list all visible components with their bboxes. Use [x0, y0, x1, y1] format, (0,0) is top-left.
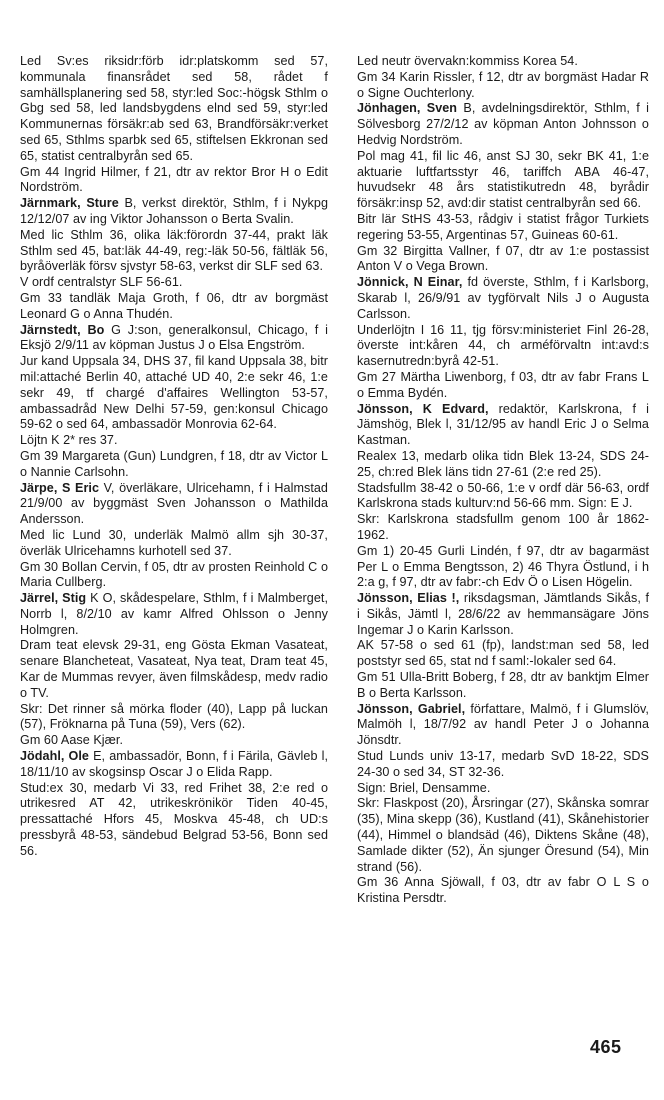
biography-paragraph — [357, 638, 649, 670]
entry-name: Jönsson, K Edvard, — [357, 401, 489, 416]
entry-text: författare, Malmö, f i Glumslöv, Malmöh l, 18/7/92 av handl Peter J o Johanna Jönsdtr. — [357, 701, 649, 748]
biography-paragraph — [20, 275, 328, 291]
entry-text: Gm 30 Bollan Cervin, f 05, dtr av prosten Reinhold C o Maria Cullberg. — [20, 559, 328, 590]
entry-text: V, överläkare, Ulricehamn, f i Halmstad 21/9/00 av byggmäst Sven Johansson o Mathilda Andersson. — [20, 480, 328, 527]
entry-text: Led neutr övervakn:kommiss Korea 54. — [357, 54, 578, 68]
biography-paragraph — [357, 149, 649, 212]
entry-text: Gm 51 Ulla-Britt Boberg, f 28, dtr av banktjm Elmer B o Berta Karlsson. — [357, 670, 649, 700]
biography-paragraph — [357, 796, 649, 875]
biography-paragraph — [357, 244, 649, 276]
entry-text: Gm 34 Karin Rissler, f 12, dtr av borgmäst Hadar R o Signe Ouchterlony. — [357, 69, 649, 100]
entry-name: Jönnick, N Einar, — [357, 275, 463, 290]
entry-text: Skr: Det rinner så mörka floder (40), Lapp på luckan (57), Fröknarna på Tuna (59), Vers (62). — [20, 701, 328, 732]
entry-name: Järrel, Stig — [20, 591, 87, 606]
biography-paragraph — [357, 512, 649, 544]
entry-text: AK 57-58 o sed 61 (fp), landst:man sed 58, led poststyr sed 65, stat nd f saml:-lokaler sed 64. — [357, 638, 649, 669]
entry-text: fd överste, Sthlm, f i Karlsborg, Skarab l, 26/9/91 av tygförvalt Nils J o Augusta Carlsson. — [357, 275, 649, 321]
biography-entry — [20, 591, 328, 638]
entry-text: Gm 44 Ingrid Hilmer, f 21, dtr av rektor Bror H o Edit Nordström. — [20, 164, 328, 195]
entry-text: Sign: Briel, Densamme. — [357, 780, 491, 795]
biography-paragraph — [357, 481, 649, 513]
entry-text: Gm 1) 20-45 Gurli Lindén, f 97, dtr av bagarmäst Per L o Emma Bengtsson, 2) 46 Thyra Östlund, i h 2:a g, f 97, dtr av fabr:-ch Edv Ö o Lisen Högelin. — [357, 543, 649, 590]
entry-text: B, verkst direktör, Sthlm, f i Nykpg 12/12/07 av ing Viktor Johansson o Berta Svalin. — [20, 196, 328, 226]
biography-entry — [20, 481, 328, 528]
entry-text: Pol mag 41, fil lic 46, anst SJ 30, sekr BK 41, 1:e aktuarie luftfartsstyr 46, tariffch ABA 46-47, huvudsekr 48 års statistikutredn 48, byrådir försäkr:insp 52, avd:dir statist centralbyrån sed 66. — [357, 148, 649, 211]
entry-text: Med lic Lund 30, underläk Malmö allm sjh 30-37, överläk Ulricehamns kurhotell sed 37. — [20, 527, 328, 558]
entry-text: Löjtn K 2* res 37. — [20, 433, 118, 448]
biography-paragraph — [20, 54, 328, 165]
entry-name: Jönhagen, Sven — [357, 101, 458, 116]
entry-text: V ordf centralstyr SLF 56-61. — [20, 275, 183, 290]
biography-paragraph — [20, 781, 328, 860]
entry-text: Bitr lär StHS 43-53, rådgiv i statist frågor Turkiets regering 53-55, Argentinas 57, Guineas 60-61. — [357, 211, 649, 242]
biography-paragraph — [357, 70, 649, 102]
biography-paragraph — [20, 291, 328, 323]
entry-text: Med lic Sthlm 36, olika läk:förordn 37-44, prakt läk Sthlm sed 45, bat:läk 44-49, reg:-läk 50-56, fältläk 56, byråöverläk försv sjvstyr 58-63, verkst dir SLF sed 63. — [20, 227, 328, 274]
entry-text: Stud Lunds univ 13-17, medarb SvD 18-22, SDS 24-30 o sed 34, ST 32-36. — [357, 749, 649, 779]
biography-paragraph — [20, 528, 328, 560]
biography-entry — [20, 196, 328, 228]
entry-text: Gm 27 Märtha Liwenborg, f 03, dtr av fabr Frans L o Emma Bydén. — [357, 369, 649, 400]
biography-paragraph — [357, 54, 649, 70]
entry-text: Gm 60 Aase Kjær. — [20, 733, 123, 748]
entry-text: Gm 39 Margareta (Gun) Lundgren, f 18, dtr av Victor L o Nannie Carlsohn. — [20, 448, 328, 479]
entry-text: G J:son, generalkonsul, Chicago, f i Eksjö 2/9/11 av köpman Justus J o Elsa Engström. — [20, 322, 328, 353]
biography-paragraph — [357, 212, 649, 244]
biography-paragraph — [20, 433, 328, 449]
biography-paragraph — [20, 733, 328, 749]
entry-text: Dram teat elevsk 29-31, eng Gösta Ekman Vasateat, senare Blancheteat, Vasateat, Nya teat, Dram teat 45, Kar de Mummas revyer, även filmskådesp, medv radio o TV. — [20, 638, 328, 700]
left-column — [20, 54, 328, 860]
biography-paragraph — [20, 449, 328, 481]
entry-name: Järnstedt, Bo — [20, 322, 105, 337]
entry-text: Realex 13, medarb olika tidn Blek 13-24, SDS 24-25, ch:red Blek läns tidn 27-61 (2:e red 25). — [357, 448, 649, 479]
biography-paragraph — [357, 323, 649, 370]
biography-paragraph — [20, 702, 328, 734]
page-number: 465 — [590, 1037, 622, 1057]
biography-paragraph — [357, 749, 649, 781]
biography-paragraph — [20, 354, 328, 433]
biography-paragraph — [357, 370, 649, 402]
biography-entry — [357, 275, 649, 322]
entry-text: Skr: Karlskrona stadsfullm genom 100 år 1862-1962. — [357, 512, 649, 542]
biography-paragraph — [357, 670, 649, 702]
entry-text: K O, skådespelare, Sthlm, f i Malmberget, Norrb l, 8/2/10 av kamr Alfred Ohlsson o Jenny Holmgren. — [20, 591, 328, 637]
entry-text: Stadsfullm 38-42 o 50-66, 1:e v ordf där 56-63, ordf Karlskrona stads kulturv:nd 56-66 mm. Sign: E J. — [357, 480, 649, 511]
biography-paragraph — [357, 449, 649, 481]
right-column — [357, 54, 649, 907]
entry-name: Järpe, S Eric — [20, 480, 100, 495]
entry-name: Jödahl, Ole — [20, 749, 89, 764]
entry-text: Gm 33 tandläk Maja Groth, f 06, dtr av borgmäst Leonard G o Anna Thudén. — [20, 290, 328, 321]
biography-entry — [357, 702, 649, 749]
biography-paragraph — [20, 165, 328, 197]
biography-entry — [357, 591, 649, 638]
entry-name: Jönsson, Gabriel, — [357, 701, 466, 716]
biography-entry — [357, 101, 649, 148]
biography-paragraph — [357, 875, 649, 907]
biography-entry — [357, 402, 649, 449]
entry-text: Underlöjtn I 16 11, tjg försv:ministeriet Finl 26-28, överste int:kåren 44, ch arméförvaltn int:avd:s kasernutredn:byrå 42-51. — [357, 322, 649, 369]
entry-text: E, ambassadör, Bonn, f i Färila, Gävleb l, 18/11/10 av skogsinsp Oscar J o Elida Rapp. — [20, 749, 329, 779]
entry-text: Jur kand Uppsala 34, DHS 37, fil kand Uppsala 38, bitr mil:attaché Berlin 40, attaché UD 40, 2:e sekr 46, 1:e sekr 49, tf chargé d'affaires Wellington 53-57, ambassadråd New Delhi 57-59, gen:konsul Chicago 59-62 o sed 64, ambassadör Monrovia 62-64. — [20, 354, 328, 432]
biography-paragraph — [20, 638, 328, 701]
entry-text: riksdagsman, Jämtlands Sikås, f i Sikås, Jämtl l, 28/6/22 av hemmansägare Jöns Ingemar J o Karin Karlsson. — [357, 591, 649, 637]
biography-entry — [20, 323, 328, 355]
entry-text: Gm 32 Birgitta Vallner, f 07, dtr av 1:e postassist Anton V o Vega Brown. — [357, 243, 649, 274]
biography-paragraph — [357, 544, 649, 591]
biography-paragraph — [20, 228, 328, 275]
entry-text: B, avdelningsdirektör, Sthlm, f i Sölvesborg 27/2/12 av köpman Anton Johnsson o Hedvig Nordström. — [357, 101, 649, 147]
entry-text: Skr: Flaskpost (20), Årsringar (27), Skånska somrar (35), Mina skepp (36), Kustland (41), Skånehistorier (44), Himmel o blandsäd (46), Diktens Skåne (48), Samlade dikter (52), Än sjunger Öresund (54), Min strand (56). — [357, 796, 649, 874]
entry-name: Järnmark, Sture — [20, 196, 119, 211]
biography-paragraph — [20, 560, 328, 592]
entry-text: Gm 36 Anna Sjöwall, f 03, dtr av fabr O L S o Kristina Persdtr. — [357, 875, 649, 906]
entry-text: Stud:ex 30, medarb Vi 33, red Frihet 38, 2:e red o utrikesred AT 42, utrikeskrönikör Tiden 40-45, pressattaché Hfors 45, Moskva 45-48, ch UD:s pressbyrå 48-53, sändebud Belgrad 53-56, Bonn sed 56. — [20, 780, 328, 858]
biography-paragraph — [357, 781, 649, 797]
entry-name: Jönsson, Elias !, — [357, 591, 460, 606]
biography-entry — [20, 749, 328, 781]
entry-text: Led Sv:es riksidr:förb idr:platskomm sed 57, kommunala finansrådet sed 58, rådet f samhällsplanering sed 58, styr:led Soc:-högsk Sthlm o Gbg sed 58, led landsbygdens elnd sed 59, styr:led Kommunernas försäkr:ab sed 63, Brandförsäkr:verket sed 65, Sthlms sparbk sed 65, stiftelsen Ekkronan sed 65, statist centralbyrån sed 65. — [20, 54, 328, 163]
entry-text: redaktör, Karlskrona, f i Jämshög, Blek l, 31/12/95 av handl Eric J o Selma Kastman. — [357, 401, 649, 448]
